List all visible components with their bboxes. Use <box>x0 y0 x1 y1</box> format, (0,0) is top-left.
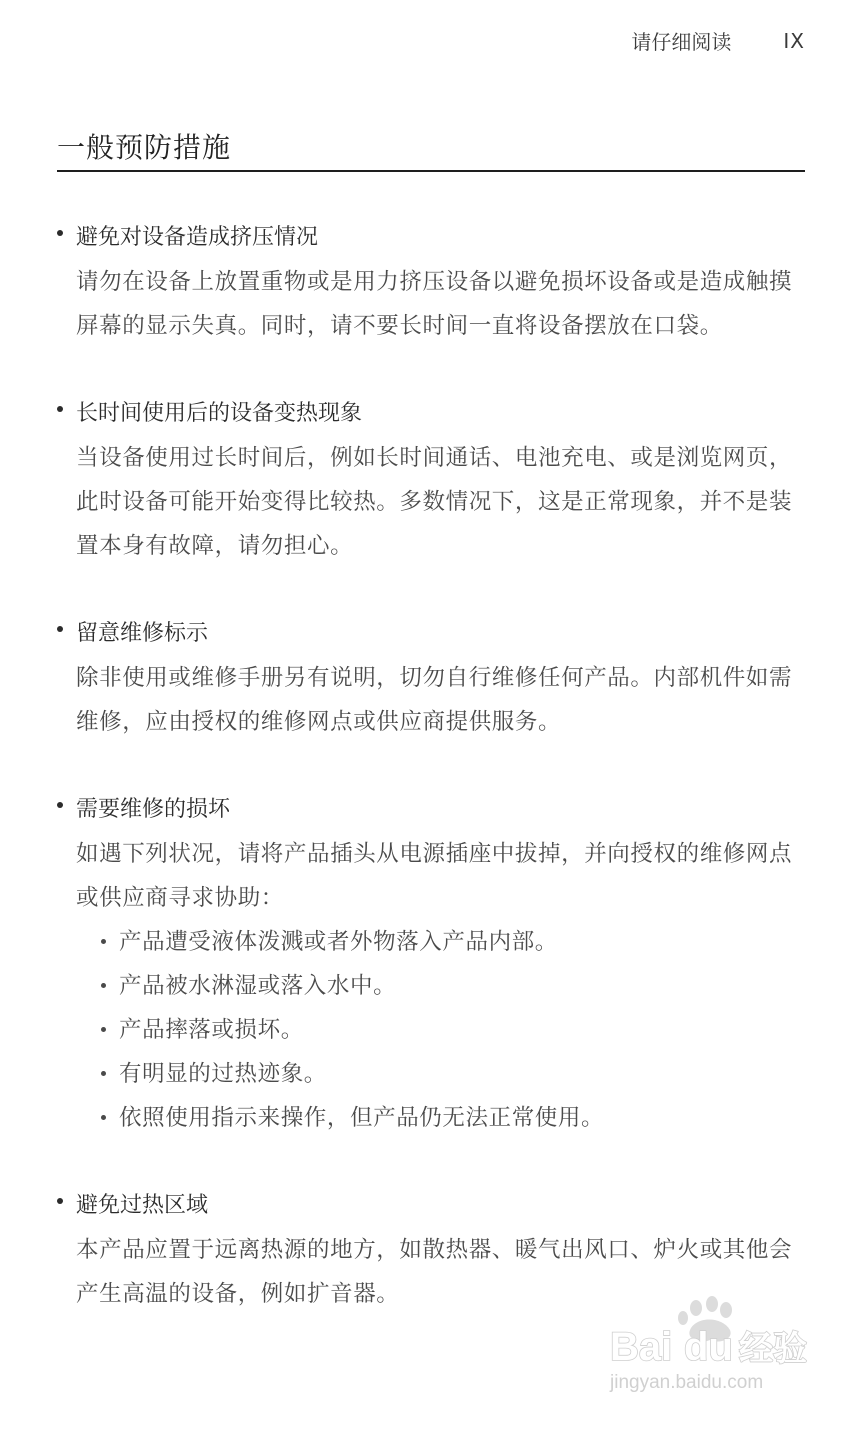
watermark-brand-cn: 经验 <box>739 1329 807 1369</box>
item-heading: 需要维修的损坏 <box>76 797 231 822</box>
sub-bullet-icon <box>101 1027 106 1032</box>
bullet-dot-icon <box>57 626 63 632</box>
bullet-dot-icon <box>57 802 63 808</box>
sub-item-text: 依照使用指示来操作，但产品仍无法正常使用。 <box>119 1105 605 1131</box>
page-number: IX <box>783 28 805 53</box>
watermark-brand: Bai <box>610 1325 673 1369</box>
item-heading: 长时间使用后的设备变热现象 <box>76 401 363 426</box>
sub-item-text: 有明显的过热迹象。 <box>119 1061 327 1087</box>
sub-bullet-icon <box>101 1071 106 1076</box>
watermark-brand-du: du <box>684 1325 733 1369</box>
sub-bullet-icon <box>101 1115 106 1120</box>
bullet-dot-icon <box>57 406 63 412</box>
item-heading: 避免过热区域 <box>76 1193 209 1218</box>
sub-bullet-icon <box>101 939 106 944</box>
sub-list-item <box>76 1052 802 1096</box>
bullet-dot-icon <box>57 1198 63 1204</box>
watermark-url: jingyan.baidu.com <box>610 1372 764 1393</box>
baidu-jingyan-watermark <box>606 1296 816 1396</box>
precaution-item <box>57 788 802 1140</box>
item-heading: 避免对设备造成挤压情况 <box>76 225 319 250</box>
section-title: 一般预防措施 <box>57 131 232 164</box>
sub-list-item <box>76 964 802 1008</box>
item-body: 如遇下列状况，请将产品插头从电源插座中拔掉，并向授权的维修网点或供应商寻求协助： <box>76 841 793 911</box>
precautions-list <box>57 216 802 1360</box>
sub-list-item <box>76 1096 802 1140</box>
damage-conditions-list <box>76 920 802 1140</box>
precaution-item <box>57 216 802 348</box>
item-body: 当设备使用过长时间后，例如长时间通话、电池充电、或是浏览网页，此时设备可能开始变得比较热。多数情况下，这是正常现象，并不是装置本身有故障，请勿担心。 <box>76 445 793 559</box>
bullet-dot-icon <box>57 230 63 236</box>
item-body: 本产品应置于远离热源的地方，如散热器、暖气出风口、炉火或其他会产生高温的设备，例如扩音器。 <box>76 1237 793 1307</box>
precaution-item <box>57 612 802 744</box>
item-body: 除非使用或维修手册另有说明，切勿自行维修任何产品。内部机件如需维修，应由授权的维修网点或供应商提供服务。 <box>76 665 793 735</box>
header-title: 请仔细阅读 <box>631 30 732 54</box>
sub-bullet-icon <box>101 983 106 988</box>
item-heading: 留意维修标示 <box>76 621 209 646</box>
item-body: 请勿在设备上放置重物或是用力挤压设备以避免损坏设备或是造成触摸屏幕的显示失真。同时，请不要长时间一直将设备摆放在口袋。 <box>76 269 793 339</box>
sub-list-item <box>76 1008 802 1052</box>
precaution-item <box>57 392 802 568</box>
sub-item-text: 产品摔落或损坏。 <box>119 1017 304 1043</box>
sub-item-text: 产品遭受液体泼溅或者外物落入产品内部。 <box>119 929 558 955</box>
sub-item-text: 产品被水淋湿或落入水中。 <box>119 973 397 999</box>
sub-list-item <box>76 920 802 964</box>
title-divider <box>57 170 805 172</box>
page-header <box>631 26 805 55</box>
